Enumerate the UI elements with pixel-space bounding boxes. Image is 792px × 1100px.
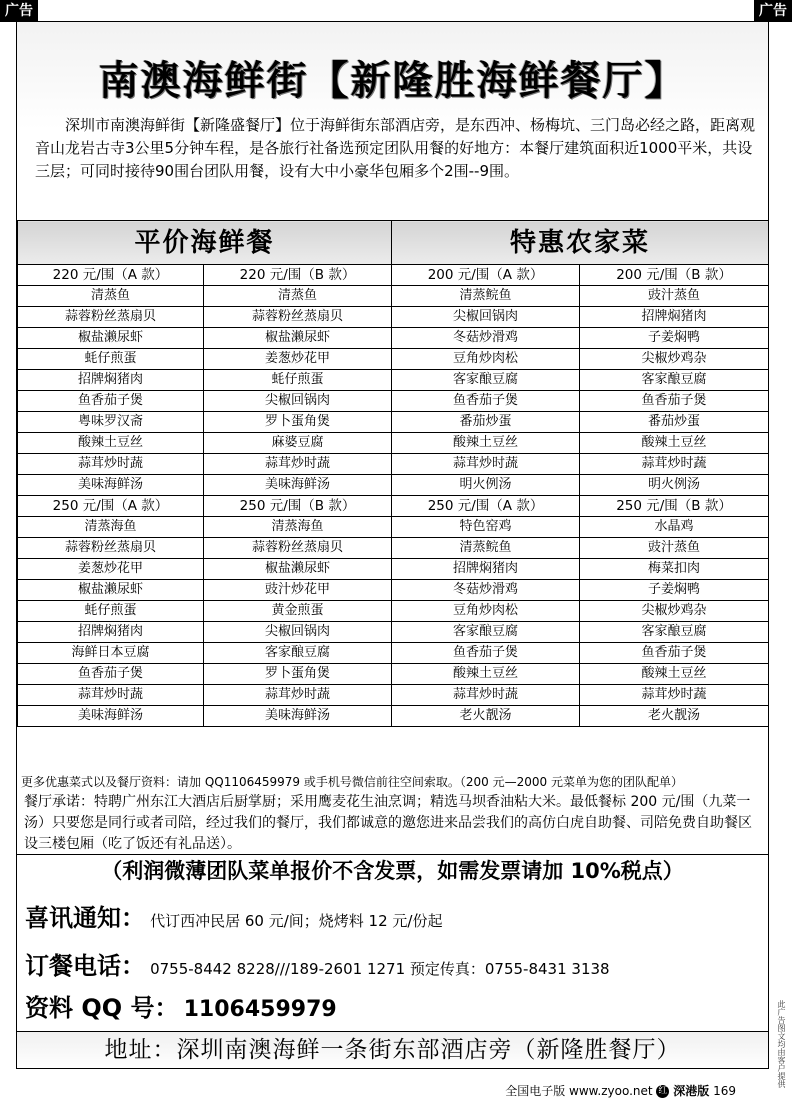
ad-page	[16, 22, 769, 1069]
section-seafood: 平价海鲜餐	[18, 221, 392, 265]
menu-row	[18, 706, 769, 727]
dish-cell: 清蒸海鱼	[204, 517, 392, 538]
dish-cell: 蒜茸炒时蔬	[392, 454, 580, 475]
restaurant-title: 南澳海鲜街【新隆胜海鲜餐厅】	[98, 58, 687, 104]
page-footer	[505, 1082, 736, 1099]
dish-cell: 鱼香茄子煲	[18, 391, 204, 412]
dish-cell: 鱼香茄子煲	[392, 391, 580, 412]
dish-cell: 蒜蓉粉丝蒸扇贝	[204, 538, 392, 559]
side-disclaimer: 此广告图文均由客户提供	[777, 1000, 786, 1088]
footer-site: 全国电子版 www.zyoo.net	[505, 1084, 653, 1098]
dish-cell: 明火例汤	[580, 475, 769, 496]
qq-label: 资料 QQ 号：	[25, 994, 179, 1022]
dish-cell: 老火靓汤	[392, 706, 580, 727]
price-row	[18, 496, 769, 517]
dish-cell: 蒜茸炒时蔬	[580, 454, 769, 475]
phone-label: 订餐电话：	[25, 952, 145, 980]
qq-number: 1106459979	[183, 997, 337, 1022]
price-header: 200 元/围（B 款）	[580, 265, 769, 286]
dish-cell: 招牌焖猪肉	[18, 622, 204, 643]
dish-cell: 子姜焖鸭	[580, 328, 769, 349]
dish-cell: 鱼香茄子煲	[580, 643, 769, 664]
dish-cell: 子姜焖鸭	[580, 580, 769, 601]
menu-row	[18, 664, 769, 685]
menu-row	[18, 454, 769, 475]
dish-cell: 蚝仔煎蛋	[204, 370, 392, 391]
dish-cell: 蒜茸炒时蔬	[392, 685, 580, 706]
dish-cell: 客家酿豆腐	[580, 622, 769, 643]
menu-row	[18, 349, 769, 370]
restaurant-promise: 餐厅承诺：特聘广州东江大酒店后厨掌厨；采用鹰麦花生油烹调；精选马坝香油粘大米。最低餐标 200 元/围（九菜一汤）只要您是同行或者司陪，经过我们的餐厅，我们都诚意的邀您进来品尝我们的高仿白虎自助餐、司陪免费自助餐区设三楼包厢（吃了饭还有礼品送）。	[24, 794, 752, 852]
dish-cell: 冬菇炒滑鸡	[392, 580, 580, 601]
menu-row	[18, 580, 769, 601]
dish-cell: 椒盐濑尿虾	[204, 328, 392, 349]
address: 地址：深圳南澳海鲜一条街东部酒店旁（新隆胜餐厅）	[17, 1032, 768, 1068]
dish-cell: 尖椒回锅肉	[392, 307, 580, 328]
menu-row	[18, 328, 769, 349]
dish-cell: 豉汁炒花甲	[204, 580, 392, 601]
menu-row	[18, 517, 769, 538]
more-info-note: 更多优惠菜式以及餐厅资料：请加 QQ1106459979 或手机号微信前往空间索取。（200 元—2000 元菜单为您的团队配单）	[21, 775, 683, 789]
price-header: 200 元/围（A 款）	[392, 265, 580, 286]
price-header: 250 元/围（A 款）	[18, 496, 204, 517]
dish-cell: 豆角炒肉松	[392, 349, 580, 370]
dish-cell: 尖椒回锅肉	[204, 622, 392, 643]
phone-row	[25, 946, 610, 981]
dish-cell: 美味海鲜汤	[18, 706, 204, 727]
section-header-row	[18, 221, 769, 265]
dish-cell: 酸辣土豆丝	[392, 664, 580, 685]
menu-row	[18, 370, 769, 391]
intro-paragraph: 深圳市南澳海鲜街【新隆盛餐厅】位于海鲜街东部酒店旁，是东西冲、杨梅坑、三门岛必经之路，距离观音山龙岩古寺3公里5分钟车程，是各旅行社备选预定团队用餐的好地方：本餐厅建筑面积近1000平米，共设三层；可同时接待90围台团队用餐，设有大中小豪华包厢多个2围--9围。	[35, 116, 756, 180]
news-row	[25, 898, 442, 933]
price-row	[18, 265, 769, 286]
dish-cell: 豆角炒肉松	[392, 601, 580, 622]
dish-cell: 招牌焖猪肉	[392, 559, 580, 580]
dish-cell: 清蒸海鱼	[18, 517, 204, 538]
menu-table	[17, 220, 769, 727]
dish-cell: 蒜蓉粉丝蒸扇贝	[18, 538, 204, 559]
dish-cell: 明火例汤	[392, 475, 580, 496]
dish-cell: 罗卜蛋角煲	[204, 664, 392, 685]
price-header: 250 元/围（A 款）	[392, 496, 580, 517]
menu-row	[18, 286, 769, 307]
menu-row	[18, 622, 769, 643]
dish-cell: 招牌焖猪肉	[580, 307, 769, 328]
dish-cell: 蒜蓉粉丝蒸扇贝	[204, 307, 392, 328]
dish-cell: 蒜茸炒时蔬	[580, 685, 769, 706]
menu-row	[18, 391, 769, 412]
dish-cell: 招牌焖猪肉	[18, 370, 204, 391]
dish-cell: 蒜茸炒时蔬	[204, 685, 392, 706]
price-header: 250 元/围（B 款）	[580, 496, 769, 517]
dish-cell: 美味海鲜汤	[204, 706, 392, 727]
price-header: 250 元/围（B 款）	[204, 496, 392, 517]
dish-cell: 海鲜日本豆腐	[18, 643, 204, 664]
dish-cell: 鱼香茄子煲	[580, 391, 769, 412]
dish-cell: 清蒸鲩鱼	[392, 286, 580, 307]
dish-cell: 清蒸鲩鱼	[392, 538, 580, 559]
dish-cell: 清蒸鱼	[18, 286, 204, 307]
menu-row	[18, 412, 769, 433]
menu-row	[18, 307, 769, 328]
dish-cell: 鱼香茄子煲	[18, 664, 204, 685]
dish-cell: 豉汁蒸鱼	[580, 538, 769, 559]
dish-cell: 美味海鲜汤	[204, 475, 392, 496]
dish-cell: 尖椒回锅肉	[204, 391, 392, 412]
dish-cell: 姜葱炒花甲	[204, 349, 392, 370]
menu-row	[18, 601, 769, 622]
menu-row	[18, 685, 769, 706]
dish-cell: 蚝仔煎蛋	[18, 349, 204, 370]
news-label: 喜讯通知：	[25, 904, 145, 932]
dish-cell: 冬菇炒滑鸡	[392, 328, 580, 349]
menu-row	[18, 475, 769, 496]
footer-edition: 深港版	[673, 1084, 710, 1098]
ad-label-left: 广告	[0, 0, 38, 22]
dish-cell: 豉汁蒸鱼	[580, 286, 769, 307]
tax-note: （利润微薄团队菜单报价不含发票，如需发票请加 10%税点）	[101, 859, 684, 883]
dish-cell: 客家酿豆腐	[392, 370, 580, 391]
dish-cell: 番茄炒蛋	[580, 412, 769, 433]
dish-cell: 客家酿豆腐	[580, 370, 769, 391]
phone-text: 0755-8442 8228///189-2601 1271 预定传真：0755-8431 3138	[150, 960, 610, 978]
dish-cell: 蚝仔煎蛋	[18, 601, 204, 622]
dish-cell: 尖椒炒鸡杂	[580, 601, 769, 622]
menu-row	[18, 559, 769, 580]
price-header: 220 元/围（A 款）	[18, 265, 204, 286]
dish-cell: 鱼香茄子煲	[392, 643, 580, 664]
menu-row	[18, 433, 769, 454]
menu-row	[18, 538, 769, 559]
price-header: 220 元/围（B 款）	[204, 265, 392, 286]
dish-cell: 梅菜扣肉	[580, 559, 769, 580]
dish-cell: 客家酿豆腐	[392, 622, 580, 643]
section-farmhouse: 特惠农家菜	[392, 221, 769, 265]
dish-cell: 水晶鸡	[580, 517, 769, 538]
dish-cell: 番茄炒蛋	[392, 412, 580, 433]
dish-cell: 蒜茸炒时蔬	[18, 685, 204, 706]
dish-cell: 酸辣土豆丝	[580, 433, 769, 454]
dish-cell: 酸辣土豆丝	[392, 433, 580, 454]
dish-cell: 尖椒炒鸡杂	[580, 349, 769, 370]
dish-cell: 客家酿豆腐	[204, 643, 392, 664]
dish-cell: 粤味罗汉斋	[18, 412, 204, 433]
dish-cell: 蒜蓉粉丝蒸扇贝	[18, 307, 204, 328]
footer-logo: 红	[658, 1086, 668, 1096]
dish-cell: 酸辣土豆丝	[18, 433, 204, 454]
dish-cell: 酸辣土豆丝	[580, 664, 769, 685]
news-text: 代订西冲民居 60 元/间；烧烤料 12 元/份起	[150, 912, 443, 930]
dish-cell: 麻婆豆腐	[204, 433, 392, 454]
dish-cell: 特色窑鸡	[392, 517, 580, 538]
dish-cell: 椒盐濑尿虾	[204, 559, 392, 580]
menu-row	[18, 643, 769, 664]
dish-cell: 蒜茸炒时蔬	[204, 454, 392, 475]
ad-label-right: 广告	[754, 0, 792, 22]
dish-cell: 清蒸鱼	[204, 286, 392, 307]
dish-cell: 老火靓汤	[580, 706, 769, 727]
dish-cell: 美味海鲜汤	[18, 475, 204, 496]
footer-page-number: 169	[713, 1084, 736, 1098]
dish-cell: 姜葱炒花甲	[18, 559, 204, 580]
dish-cell: 椒盐濑尿虾	[18, 328, 204, 349]
dish-cell: 罗卜蛋角煲	[204, 412, 392, 433]
dish-cell: 椒盐濑尿虾	[18, 580, 204, 601]
dish-cell: 蒜茸炒时蔬	[18, 454, 204, 475]
dish-cell: 黄金煎蛋	[204, 601, 392, 622]
qq-row	[25, 988, 337, 1023]
